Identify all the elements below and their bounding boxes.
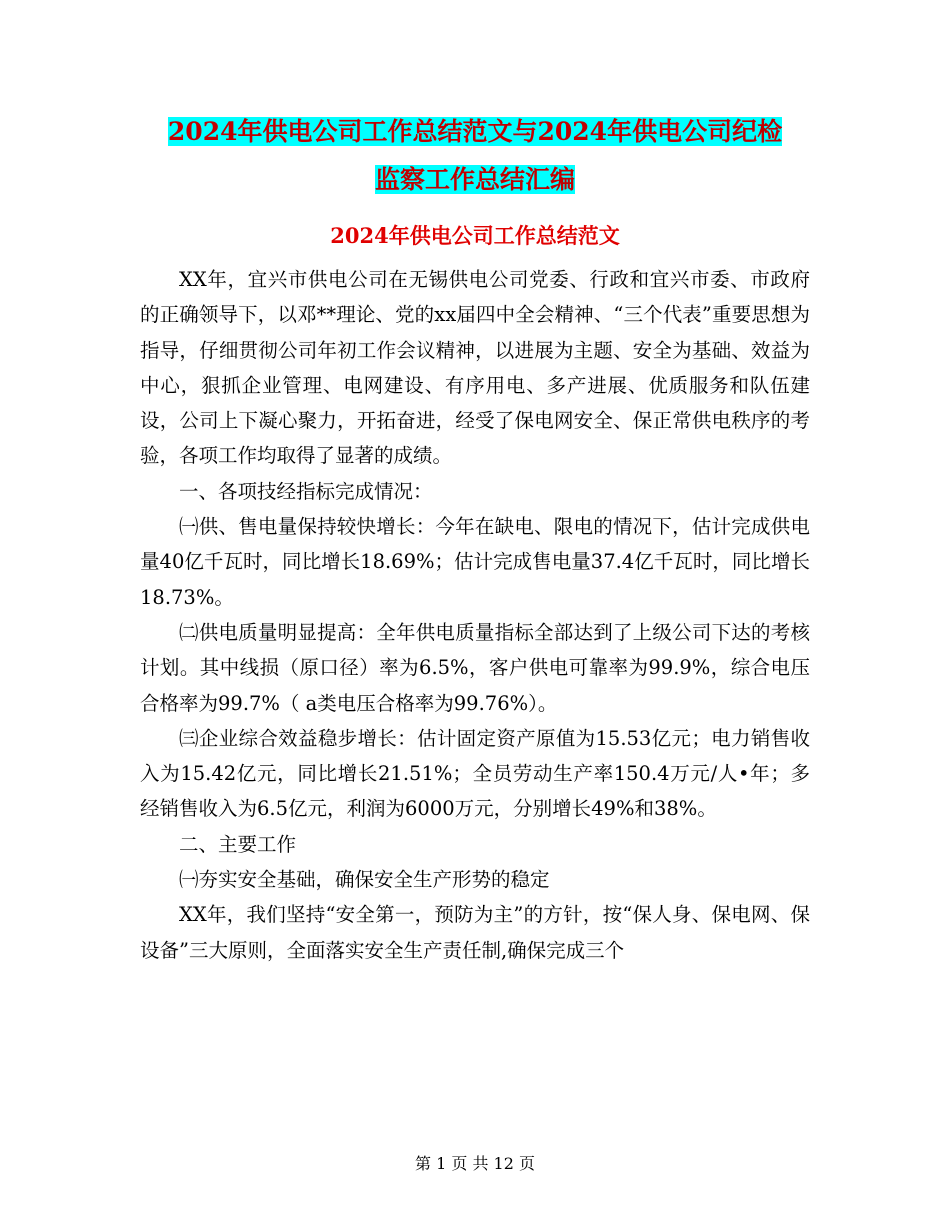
paragraph-electricity-sales: ㈠供、售电量保持较快增长：今年在缺电、限电的情况下，估计完成供电量40亿千瓦时，同比增长18.69%；估计完成售电量37.4亿千瓦时，同比增长18.73%。: [140, 515, 810, 609]
document-title: [140, 108, 810, 204]
paragraph-safety: XX年，我们坚持“安全第一，预防为主”的方针，按“保人身、保电网、保设备”三大原则，全面落实安全生产责任制,确保完成三个: [140, 903, 810, 962]
document-title-line-1: 2024年供电公司工作总结范文与2024年供电公司纪检: [167, 117, 783, 146]
document-body: [140, 262, 810, 968]
page-number-footer: 第 1 页 共 12 页: [415, 1154, 535, 1173]
paragraph-economic-benefit: ㈢企业综合效益稳步增长：估计固定资产原值为15.53亿元；电力销售收入为15.42亿元，同比增长21.51%；全员劳动生产率150.4万元/人•年；多经销售收入为6.5亿元，利润为6000万元，分别增长49%和38%。: [140, 726, 810, 821]
paragraph-intro: XX年，宜兴市供电公司在无锡供电公司党委、行政和宜兴市委、市政府的正确领导下，以邓**理论、党的xx届四中全会精神、“三个代表”重要思想为指导，仔细贯彻公司年初工作会议精神，以进展为主题、安全为基础、效益为中心，狠抓企业管理、电网建设、有序用电、多产进展、优质服务和队伍建设，公司上下凝心聚力，开拓奋进，经受了保电网安全、保正常供电秩序的考验，各项工作均取得了显著的成绩。: [140, 268, 810, 468]
subheading-safety: ㈠夯实安全基础，确保安全生产形势的稳定: [179, 868, 550, 892]
heading-main-work: 二、主要工作: [179, 832, 297, 856]
heading-indicators: 一、各项技经指标完成情况：: [179, 479, 433, 503]
document-title-line-2: 监察工作总结汇编: [374, 165, 575, 194]
paragraph-supply-quality: ㈡供电质量明显提高：全年供电质量指标全部达到了上级公司下达的考核计划。其中线损（原口径）率为6.5%，客户供电可靠率为99.9%，综合电压合格率为99.7%（ a类电压合格率为99.76%）。: [140, 620, 810, 715]
section-title: 2024年供电公司工作总结范文: [330, 223, 620, 248]
